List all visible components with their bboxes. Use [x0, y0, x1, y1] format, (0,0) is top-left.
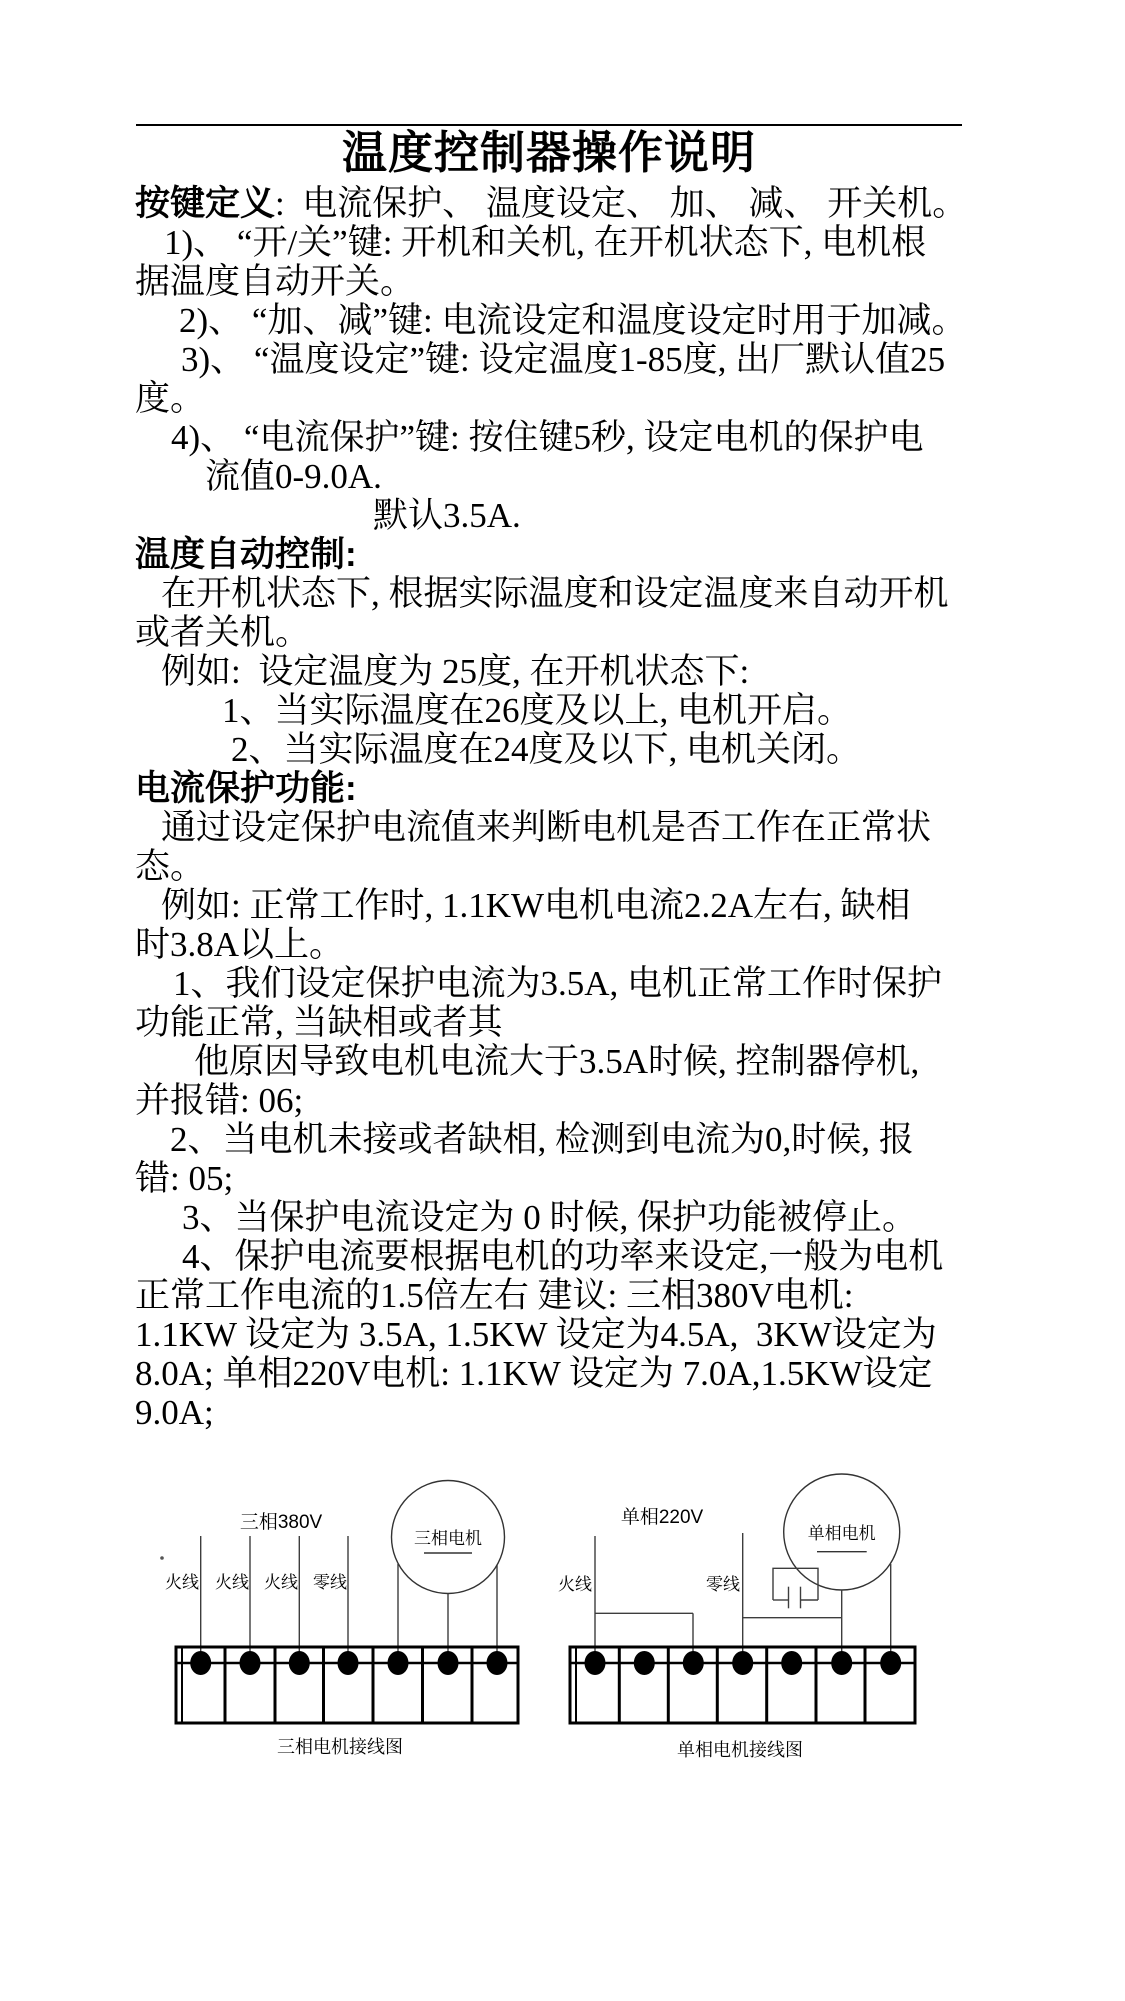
text-segment: 并报错: 06; — [135, 1081, 304, 1120]
terminal-dot — [388, 1651, 409, 1675]
text-segment: 1、我们设定保护电流为3.5A, 电机正常工作时保护 — [173, 964, 943, 1003]
text-segment: 9.0A; — [135, 1393, 214, 1432]
text-segment: 2、当电机未接或者缺相, 检测到电流为0,时候, 报 — [170, 1120, 914, 1159]
text-line — [135, 1315, 1075, 1354]
single-phase-supply-label: 单相220V — [620, 1507, 704, 1528]
terminal-dot — [338, 1651, 359, 1675]
terminal-dot — [585, 1651, 606, 1675]
text-line — [135, 223, 1075, 262]
text-line — [135, 340, 1075, 379]
page-title: 温度控制器操作说明 — [341, 127, 756, 178]
text-segment: 错: 05; — [135, 1159, 234, 1198]
text-line — [135, 1003, 1075, 1042]
text-segment: 度。 — [135, 379, 206, 418]
text-line — [135, 1159, 1075, 1198]
text-line — [135, 301, 1075, 340]
text-line — [135, 574, 1075, 613]
text-segment: 1)、 “开/关”键: 开机和关机, 在开机状态下, 电机根 — [164, 223, 927, 262]
text-segment: 通过设定保护电流值来判断电机是否工作在正常状 — [161, 808, 932, 847]
text-line — [135, 1237, 1075, 1276]
bold-text-segment: 电流保护功能: — [135, 769, 357, 808]
text-segment: 3、当保护电流设定为 0 时候, 保护功能被停止。 — [182, 1198, 918, 1237]
text-segment: 默认3.5A. — [373, 496, 521, 535]
terminal-dot — [289, 1651, 310, 1675]
text-line — [135, 964, 1075, 1003]
text-segment: : 电流保护、 温度设定、 加、 减、 开关机。 — [275, 184, 968, 223]
text-line — [135, 730, 1075, 769]
wiring-diagrams-figure — [0, 1460, 1125, 1805]
terminal-dot — [683, 1651, 704, 1675]
text-segment: 2、当实际温度在24度及以下, 电机关闭。 — [231, 730, 862, 769]
text-line — [135, 379, 1075, 418]
wire-label: 火线 — [165, 1573, 199, 1592]
text-segment: 1、当实际温度在26度及以上, 电机开启。 — [222, 691, 853, 730]
text-line — [135, 691, 1075, 730]
text-segment: 或者关机。 — [135, 613, 311, 652]
wire-label: 火线 — [215, 1573, 249, 1592]
text-line — [135, 457, 1075, 496]
wiring-diagrams-svg — [0, 1460, 1125, 1805]
text-line — [135, 808, 1075, 847]
text-segment: 据温度自动开关。 — [135, 262, 416, 301]
single-phase-motor-label: 单相电机 — [807, 1524, 876, 1543]
text-line — [135, 418, 1075, 457]
bold-text-segment: 温度自动控制: — [135, 535, 357, 574]
text-segment: 正常工作电流的1.5倍左右 建议: 三相380V电机: — [135, 1276, 854, 1315]
single-phase-caption: 单相电机接线图 — [677, 1740, 803, 1760]
text-line — [135, 262, 1075, 301]
title-top-rule — [136, 124, 962, 126]
text-segment: 4、保护电流要根据电机的功率来设定,一般为电机 — [182, 1237, 944, 1276]
terminal-dot — [487, 1651, 508, 1675]
terminal-dot — [438, 1651, 459, 1675]
text-line — [135, 613, 1075, 652]
stray-dot — [160, 1556, 164, 1560]
single-phase-wire-labels — [558, 1575, 740, 1594]
three-phase-diagram — [160, 1481, 518, 1758]
terminal-dot — [634, 1651, 655, 1675]
text-segment: 8.0A; 单相220V电机: 1.1KW 设定为 7.0A,1.5KW设定 — [135, 1354, 933, 1393]
text-line — [135, 847, 1075, 886]
text-line — [135, 1354, 1075, 1393]
text-segment: 态。 — [135, 847, 206, 886]
terminal-dot — [781, 1651, 802, 1675]
text-segment: 他原因导致电机电流大于3.5A时候, 控制器停机, — [194, 1042, 920, 1081]
bold-text-segment: 按键定义 — [135, 184, 276, 223]
document-body — [135, 184, 1075, 1432]
terminal-dot — [831, 1651, 852, 1675]
text-segment: 功能正常, 当缺相或者其 — [135, 1003, 503, 1042]
text-segment: 流值0-9.0A. — [205, 457, 382, 496]
wire-label: 零线 — [706, 1575, 740, 1594]
text-segment: 2)、 “加、减”键: 电流设定和温度设定时用于加减。 — [179, 301, 967, 340]
three-phase-caption: 三相电机接线图 — [277, 1737, 403, 1757]
text-segment: 时3.8A以上。 — [135, 925, 345, 964]
terminal-dot — [880, 1651, 901, 1675]
single-phase-diagram — [558, 1474, 915, 1760]
terminal-dot — [190, 1651, 211, 1675]
text-line — [135, 496, 1075, 535]
single-phase-terminal-block — [570, 1647, 915, 1723]
text-line — [135, 769, 1075, 808]
wire-label: 火线 — [264, 1573, 298, 1592]
three-phase-supply-wires — [201, 1536, 348, 1663]
text-line — [135, 1276, 1075, 1315]
text-line — [135, 1081, 1075, 1120]
text-line — [135, 1042, 1075, 1081]
three-phase-supply-label: 三相380V — [239, 1512, 323, 1533]
three-phase-terminal-block — [176, 1647, 518, 1723]
text-segment: 1.1KW 设定为 3.5A, 1.5KW 设定为4.5A, 3KW设定为 — [135, 1315, 937, 1354]
text-segment: 例如: 正常工作时, 1.1KW电机电流2.2A左右, 缺相 — [161, 886, 911, 925]
text-line — [135, 652, 1075, 691]
text-segment: 在开机状态下, 根据实际温度和设定温度来自动开机 — [161, 574, 949, 613]
three-phase-wire-labels — [165, 1573, 347, 1592]
text-line — [135, 184, 1075, 223]
text-line — [135, 886, 1075, 925]
wire-label: 零线 — [313, 1573, 347, 1592]
text-segment: 例如: 设定温度为 25度, 在开机状态下: — [161, 652, 750, 691]
text-line — [135, 1120, 1075, 1159]
wire-label: 火线 — [558, 1575, 592, 1594]
text-line — [135, 925, 1075, 964]
terminal-dot — [732, 1651, 753, 1675]
text-line — [135, 535, 1075, 574]
text-segment: 4)、 “电流保护”键: 按住键5秒, 设定电机的保护电 — [171, 418, 924, 457]
text-line — [135, 1393, 1075, 1432]
text-segment: 3)、 “温度设定”键: 设定温度1-85度, 出厂默认值25 — [181, 340, 946, 379]
text-line — [135, 1198, 1075, 1237]
three-phase-motor-label: 三相电机 — [414, 1529, 482, 1548]
terminal-dot — [240, 1651, 261, 1675]
